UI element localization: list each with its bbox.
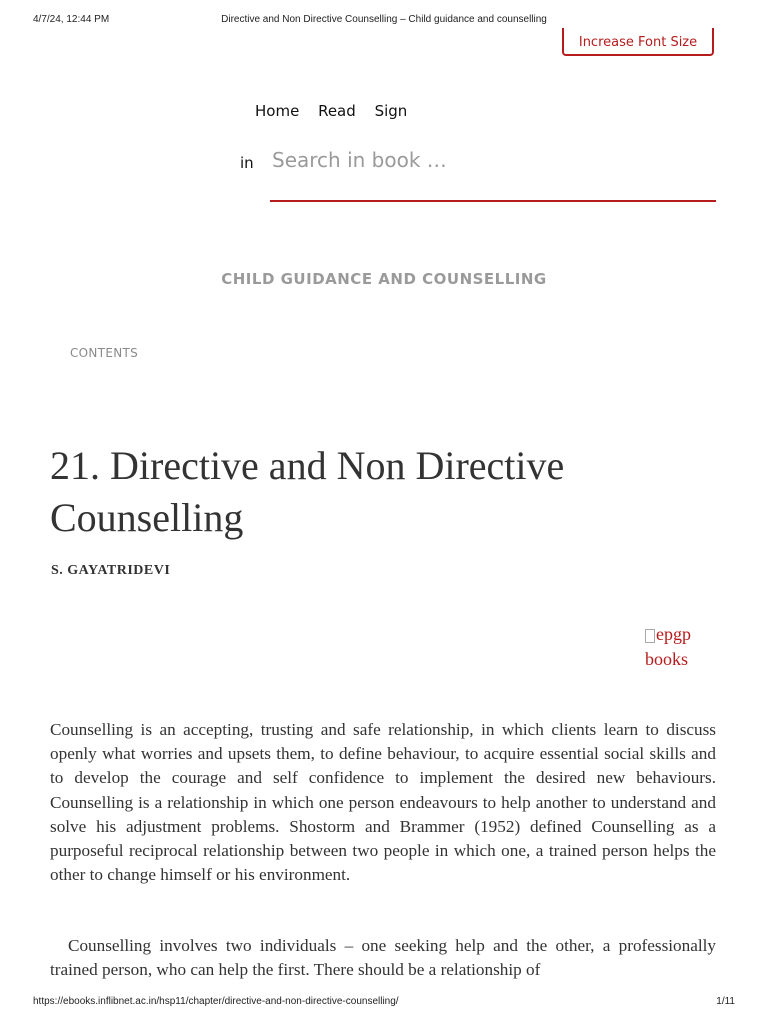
- body-paragraph: Counselling is an accepting, trusting and safe relationship, in which clients learn to discuss openly what worries and upsets them, to define behaviour, to acquire essential social skills and to develop the courage and self confidence to implement the desired new behaviours. Counselling is a relationship in which one person endeavours to help another to understand and solve his adjustment problems. Shostorm and Brammer (1952) defined Counselling as a purposeful reciprocal relationship between two people in which one, a trained person helps the other to change himself or his environment.: [50, 720, 716, 885]
- nav-read-link[interactable]: Read: [318, 102, 356, 120]
- increase-font-size-button[interactable]: Increase Font Size: [562, 28, 714, 56]
- broken-image-icon: [645, 629, 655, 643]
- search-input[interactable]: [270, 144, 720, 176]
- body-paragraph: Counselling involves two individuals – one seeking help and the other, a professionally trained person, who can help the first. There should be a relationship of: [50, 936, 716, 980]
- nav-sign-in-link-continued[interactable]: in: [240, 154, 254, 172]
- nav-home-link[interactable]: Home: [255, 102, 300, 120]
- image-alt-text-line2: books: [645, 649, 689, 669]
- print-page-number: 1/11: [716, 996, 735, 1007]
- epgp-books-image: [645, 622, 725, 672]
- contents-toggle[interactable]: CONTENTS: [70, 346, 139, 360]
- print-url: https://ebooks.inflibnet.ac.in/hsp11/chapter/directive-and-non-directive-counselling/: [33, 996, 399, 1007]
- primary-nav: [255, 102, 421, 120]
- chapter-title: 21. Directive and Non Directive Counselling: [50, 443, 565, 540]
- search-box: [270, 144, 716, 202]
- image-alt-text-line1: epgp: [656, 624, 691, 644]
- nav-sign-in-link[interactable]: Sign: [374, 102, 408, 120]
- book-title[interactable]: CHILD GUIDANCE AND COUNSELLING: [221, 270, 547, 288]
- print-page-title: Directive and Non Directive Counselling – Child guidance and counselling: [221, 14, 547, 25]
- chapter-author: S. GAYATRIDEVI: [51, 563, 171, 578]
- print-datetime: 4/7/24, 12:44 PM: [33, 14, 110, 25]
